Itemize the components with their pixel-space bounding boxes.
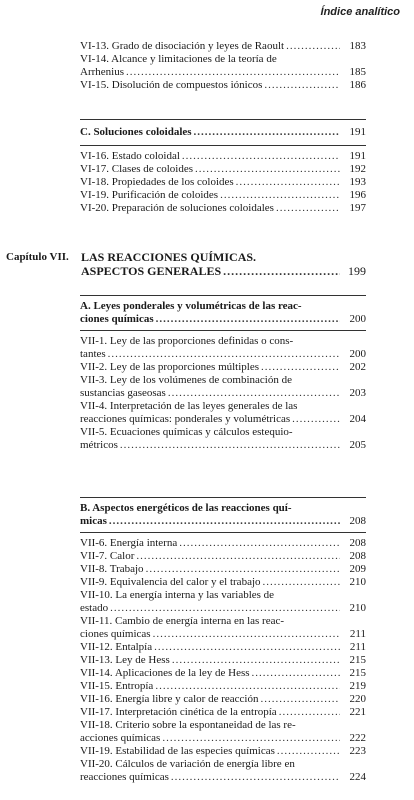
toc-entry-text: VII-6. Energía interna (80, 537, 178, 549)
section-divider (80, 295, 366, 296)
toc-entry (80, 335, 366, 361)
toc-entry-text: VII-4. Interpretación de las leyes generales de las (80, 400, 298, 412)
toc-entry-text: VII-11. Cambio de energía interna en las reac- (80, 615, 285, 627)
toc-entry-page: 224 (349, 771, 366, 783)
toc-entry-text: VII-14. Aplicaciones de la ley de Hess (80, 667, 250, 679)
toc-entry (80, 79, 366, 92)
toc-entry-page: 202 (349, 361, 366, 373)
toc-entry-text: VII-17. Interpretación cinética de la entropía (80, 706, 277, 718)
toc-entry (80, 719, 366, 745)
toc-entry-text: tantes (80, 348, 106, 360)
section-title: micas (80, 515, 107, 527)
toc-section-b (80, 494, 366, 784)
toc-entry (80, 40, 366, 53)
chapter-label: Capítulo VII. (6, 251, 69, 263)
toc-entry-text: VI-16. Estado coloidal (80, 150, 180, 162)
section-divider (80, 497, 366, 498)
toc-entry-page: 204 (349, 413, 366, 425)
toc-entry-page: 215 (349, 654, 366, 666)
toc-entry-text: VI-15. Disolución de compuestos iónicos (80, 79, 263, 91)
section-page: 191 (349, 126, 366, 138)
toc-entry-page: 208 (349, 550, 366, 562)
toc-entry-text: VII-2. Ley de las proporciones múltiples (80, 361, 260, 373)
toc-entry-text: reacciones químicas: ponderales y volumétricas (80, 413, 291, 425)
toc-entry (80, 615, 366, 641)
toc-entry-text: métricos (80, 439, 118, 451)
toc-entry-text: VII-18. Criterio sobre la espontaneidad de las re- (80, 719, 296, 731)
toc-entry-page: 223 (349, 745, 366, 757)
toc-entry-page: 191 (349, 150, 366, 162)
section-title: A. Leyes ponderales y volumétricas de las reac- (80, 300, 302, 312)
section-title: B. Aspectos energéticos de las reacciones quí- (80, 502, 292, 514)
section-divider (80, 532, 366, 533)
toc-entry-text: sustancias gaseosas (80, 387, 166, 399)
toc-section-c (80, 116, 366, 215)
toc-entry-text: VII-15. Entropía (80, 680, 154, 692)
toc-entry-page: 193 (349, 176, 366, 188)
toc-entry-text: reacciones químicas (80, 771, 169, 783)
section-title: C. Soluciones coloidales (80, 126, 192, 138)
toc-entry-text: VII-12. Entalpía (80, 641, 153, 653)
toc-entry-text: VI-13. Grado de disociación y leyes de Raoult (80, 40, 285, 52)
toc-entry (80, 374, 366, 400)
toc-entry-page: 200 (349, 348, 366, 360)
toc-entry-text: VI-18. Propiedades de los coloides (80, 176, 234, 188)
toc-entry-text: VII-1. Ley de las proporciones definidas o cons- (80, 335, 294, 347)
toc-entry-text: VI-17. Clases de coloides (80, 163, 194, 175)
toc-entry (80, 426, 366, 452)
toc-entry-page: 203 (349, 387, 366, 399)
toc-entry-text: acciones químicas (80, 732, 161, 744)
toc-entry-page: 210 (349, 576, 366, 588)
toc-entry (80, 758, 366, 784)
toc-entry-text: VI-20. Preparación de soluciones coloidales (80, 202, 274, 214)
toc-entry-text: VII-5. Ecuaciones químicas y cálculos estequio- (80, 426, 293, 438)
running-header: Índice analítico (320, 6, 400, 18)
chapter-title-line1: LAS REACCIONES QUÍMICAS. (81, 250, 257, 264)
section-divider (80, 145, 366, 146)
toc-entry-text: VII-20. Cálculos de variación de energía libre en (80, 758, 295, 770)
toc-entry-page: 186 (349, 79, 366, 91)
toc-entry-page: 211 (349, 628, 366, 640)
toc-entry-text: VII-13. Ley de Hess (80, 654, 170, 666)
toc-entry-page: 185 (349, 66, 366, 78)
section-page: 208 (349, 515, 366, 527)
toc-entry-page: 205 (349, 439, 366, 451)
section-page: 200 (349, 313, 366, 325)
section-divider (80, 330, 366, 331)
toc-entry-page: 208 (349, 537, 366, 549)
toc-entry-page: 197 (349, 202, 366, 214)
toc-entry-page: 215 (349, 667, 366, 679)
toc-entry-text: VII-9. Equivalencia del calor y el trabajo (80, 576, 261, 588)
toc-entry-text: ciones químicas (80, 628, 151, 640)
toc-entry-text: Arrhenius (80, 66, 124, 78)
toc-entry-page: 220 (349, 693, 366, 705)
toc-entry (80, 53, 366, 79)
section-divider (80, 119, 366, 120)
toc-entry-page: 183 (349, 40, 366, 52)
toc-entry-page: 209 (349, 563, 366, 575)
toc-entry (80, 400, 366, 426)
toc-entry-text: VI-14. Alcance y limitaciones de la teoría de (80, 53, 277, 65)
toc-entry-page: 221 (349, 706, 366, 718)
toc-section-a (80, 292, 366, 452)
toc-entry (80, 361, 366, 374)
section-title: ciones químicas (80, 313, 154, 325)
toc-entry-text: VI-19. Purificación de coloides (80, 189, 219, 201)
toc-entry-page: 219 (349, 680, 366, 692)
toc-entry-page: 196 (349, 189, 366, 201)
chapter-heading (6, 250, 366, 280)
toc-entry-text: estado (80, 602, 109, 614)
toc-entry (80, 589, 366, 615)
toc-entry-text: VII-10. La energía interna y las variables de (80, 589, 275, 601)
toc-entry-page: 211 (349, 641, 366, 653)
toc-entry-text: VII-7. Calor (80, 550, 135, 562)
toc-entry-text: VII-8. Trabajo (80, 563, 144, 575)
toc-entry-page: 210 (349, 602, 366, 614)
toc-entry-text: VII-3. Ley de los volúmenes de combinación de (80, 374, 292, 386)
chapter-title-line2: ASPECTOS GENERALES (81, 264, 222, 278)
toc-entry-page: 222 (349, 732, 366, 744)
toc-entry-page: 192 (349, 163, 366, 175)
toc-entry-text: VII-16. Energía libre y calor de reacción (80, 693, 259, 705)
chapter-page: 199 (348, 264, 366, 278)
toc-entry-text: VII-19. Estabilidad de las especies químicas (80, 745, 275, 757)
toc-block-vi-a (80, 40, 366, 92)
